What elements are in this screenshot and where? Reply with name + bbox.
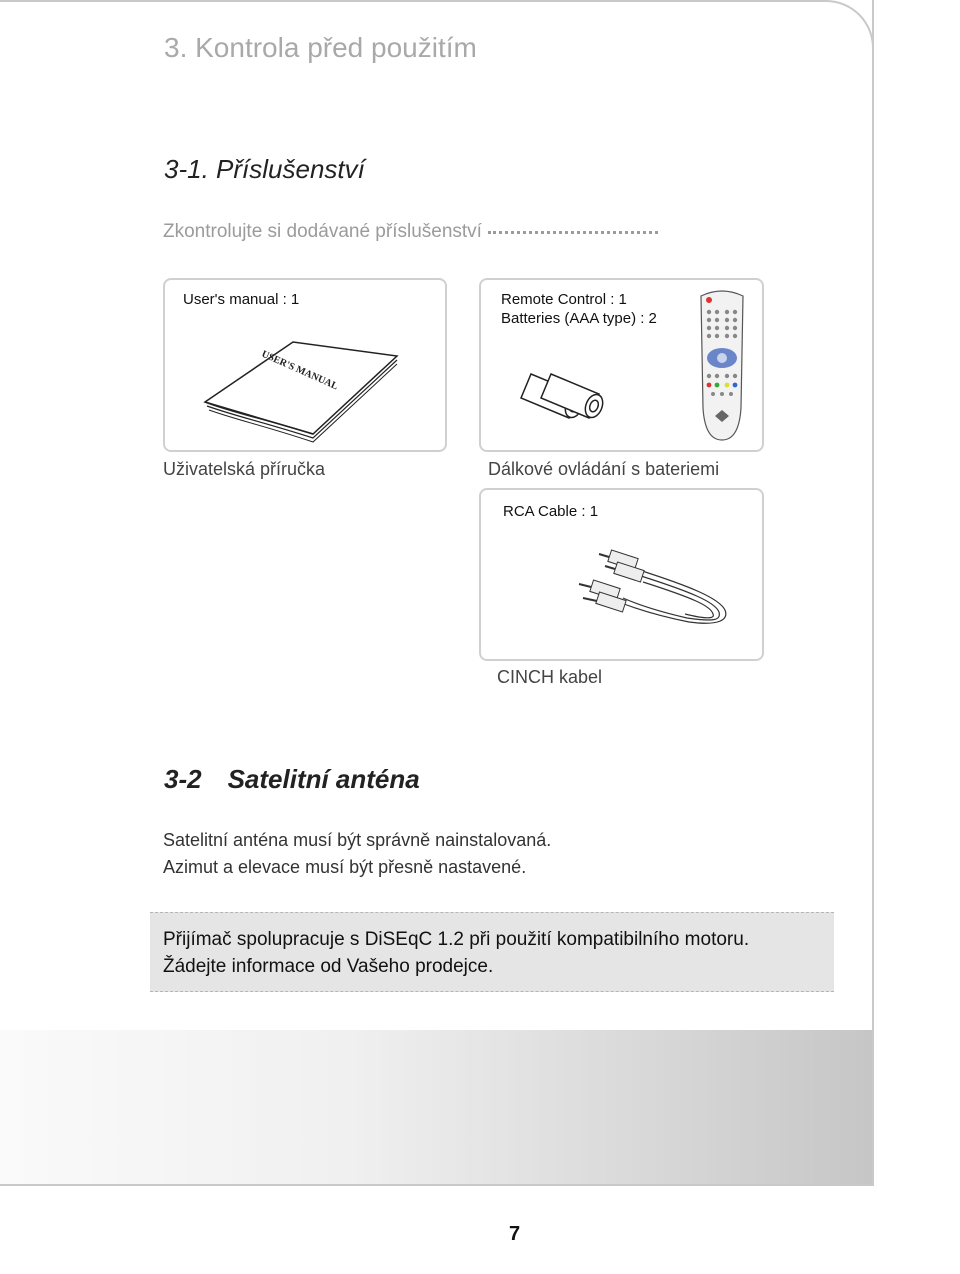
remote-label-line1: Remote Control : 1 [501, 291, 627, 308]
satellite-line-2: Azimut a elevace musí být přesně nastavené. [163, 857, 527, 877]
remote-box [479, 278, 764, 452]
section-heading-accessories: 3-1. Příslušenství [164, 154, 365, 184]
rca-cable-illustration [569, 540, 759, 650]
note-line-1: Přijímač spolupracuje s DiSEqC 1.2 při použití kompatibilního motoru. [163, 929, 750, 950]
section-number: 3-2 [164, 764, 202, 794]
remote-control-illustration [697, 288, 747, 444]
remote-caption: Dálkové ovládání s bateriemi [488, 459, 720, 479]
diseqc-note-box [150, 912, 834, 992]
manual-box [163, 278, 447, 452]
cable-label: RCA Cable : 1 [503, 503, 599, 520]
cable-caption: CINCH kabel [497, 667, 603, 687]
intro-dotted-leader [488, 231, 658, 234]
manual-book-text: USER'S MANUAL [259, 348, 340, 393]
footer-gradient-band [0, 1030, 872, 1184]
remote-label [501, 290, 657, 328]
cable-box [479, 488, 764, 661]
page-number: 7 [509, 1223, 521, 1245]
satellite-line-1: Satelitní anténa musí být správně nainstalovaná. [163, 830, 552, 850]
manual-label: User's manual : 1 [183, 291, 300, 308]
accessories-intro: Zkontrolujte si dodávané příslušenství [163, 221, 658, 243]
manual-caption: Uživatelská příručka [163, 459, 326, 479]
page-title: 3. Kontrola před použitím [164, 32, 477, 63]
note-line-2: Žádejte informace od Vašeho prodejce. [163, 956, 494, 977]
section-heading-satellite [164, 764, 420, 795]
manual-book-illustration [201, 334, 401, 444]
batteries-illustration [511, 368, 611, 430]
remote-label-line2: Batteries (AAA type) : 2 [501, 310, 657, 327]
section-title: Satelitní anténa [227, 764, 420, 794]
